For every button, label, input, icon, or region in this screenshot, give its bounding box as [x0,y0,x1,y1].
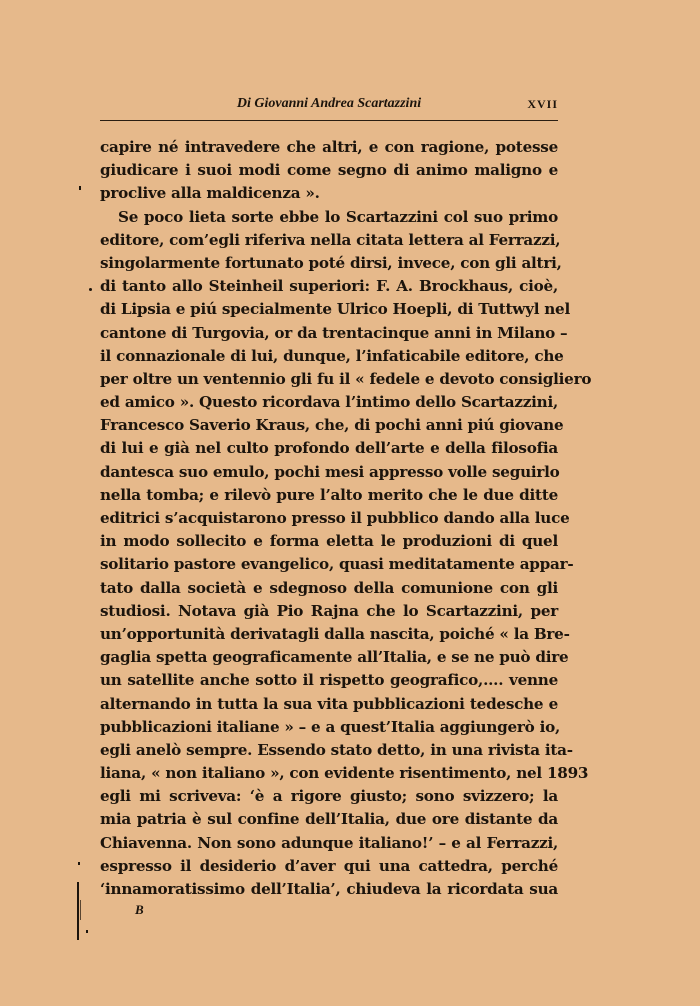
running-header [100,96,558,118]
text-line: cantone di Turgovia, or da trentacinque anni in Milano – [100,323,568,342]
signature-mark: B [135,902,144,917]
header-rule [100,120,558,121]
text-line: capire né intravedere che altri, e con ragione, potesse [100,138,558,156]
text-line: Se poco lieta sorte ebbe lo Scartazzini col suo primo [118,207,558,226]
text-line: editore, com’egli riferiva nella citata lettera al Ferrazzi, [100,230,561,249]
text-line: Francesco Saverio Kraus, che, di pochi anni piú giovane [100,416,564,435]
text-line: in modo sollecito e forma eletta le produzioni di quel [100,532,558,551]
text-line: editrici s’acquistarono presso il pubblico dando alla luce [100,509,570,527]
page-number: XVII [527,97,558,111]
text-line: ‘innamoratissimo dell’Italia’, chiudeva la ricordata sua [100,880,558,898]
text-line: egli mi scriveva: ‘è a rigore giusto; sono svizzero; la [100,787,558,806]
text-line: un’opportunità derivatagli dalla nascita, poiché « la Bre- [100,624,570,643]
text-line: per oltre un ventennio gli fu il « fedele e devoto consigliero [100,369,592,388]
text-line: singolarmente fortunato poté dirsi, invece, con gli altri, [100,253,562,272]
text-line: proclive alla maldicenza ». [100,184,320,203]
text-line: liana, « non italiano », con evidente risentimento, nel 1893 [100,764,589,783]
text-line: pubblicazioni italiane » – e a quest’Italia aggiungerò io, [100,717,561,736]
text-line: ed amico ». Questo ricordava l’intimo dello Scartazzini, [100,393,558,412]
scan-speck [89,288,92,291]
text-line: espresso il desiderio d’aver qui una cattedra, perché [100,856,558,875]
text-line: un satellite anche sotto il rispetto geografico,.... venne [100,671,558,690]
text-line: egli anelò sempre. Essendo stato detto, in una rivista ita- [100,740,573,759]
text-line: di tanto allo Steinheil superiori: F. A. Brockhaus, cioè, [100,277,558,296]
text-line: nella tomba; e rilevò pure l’alto merito che le due ditte [100,485,558,504]
scan-edge-mark [77,882,79,940]
text-line: studiosi. Notava già Pio Rajna che lo Scartazzini, per [100,601,558,620]
text-line: alternando in tutta la sua vita pubblicazioni tedesche e [100,694,558,713]
text-line: gaglia spetta geograficamente all’Italia, e se ne può dire [100,648,569,667]
text-line: il connazionale di lui, dunque, l’infaticabile editore, che [100,346,564,365]
text-line: di lui e già nel culto profondo dell’arte e della filosofia [100,439,558,458]
text-line: mia patria è sul confine dell’Italia, due ore distante da [100,810,558,829]
text-line: tato dalla società e sdegnoso della comunione con gli [100,578,558,597]
body-text [100,136,592,901]
text-line: di Lipsia e piú specialmente Ulrico Hoepli, di Tuttwyl nel [100,300,570,319]
scan-speck [79,186,81,190]
text-line: dantesca suo emulo, pochi mesi appresso volle seguirlo [100,462,560,481]
scan-edge-mark [80,900,81,920]
scan-speck [86,930,88,933]
text-line: giudicare i suoi modi come segno di animo maligno e [100,161,558,180]
text-line: Chiavenna. Non sono adunque italiano!’ – e al Ferrazzi, [100,833,558,852]
scan-speck [78,862,80,865]
running-title: Di Giovanni Andrea Scartazzini [236,96,422,111]
text-line: solitario pastore evangelico, quasi meditatamente appar- [100,555,574,574]
